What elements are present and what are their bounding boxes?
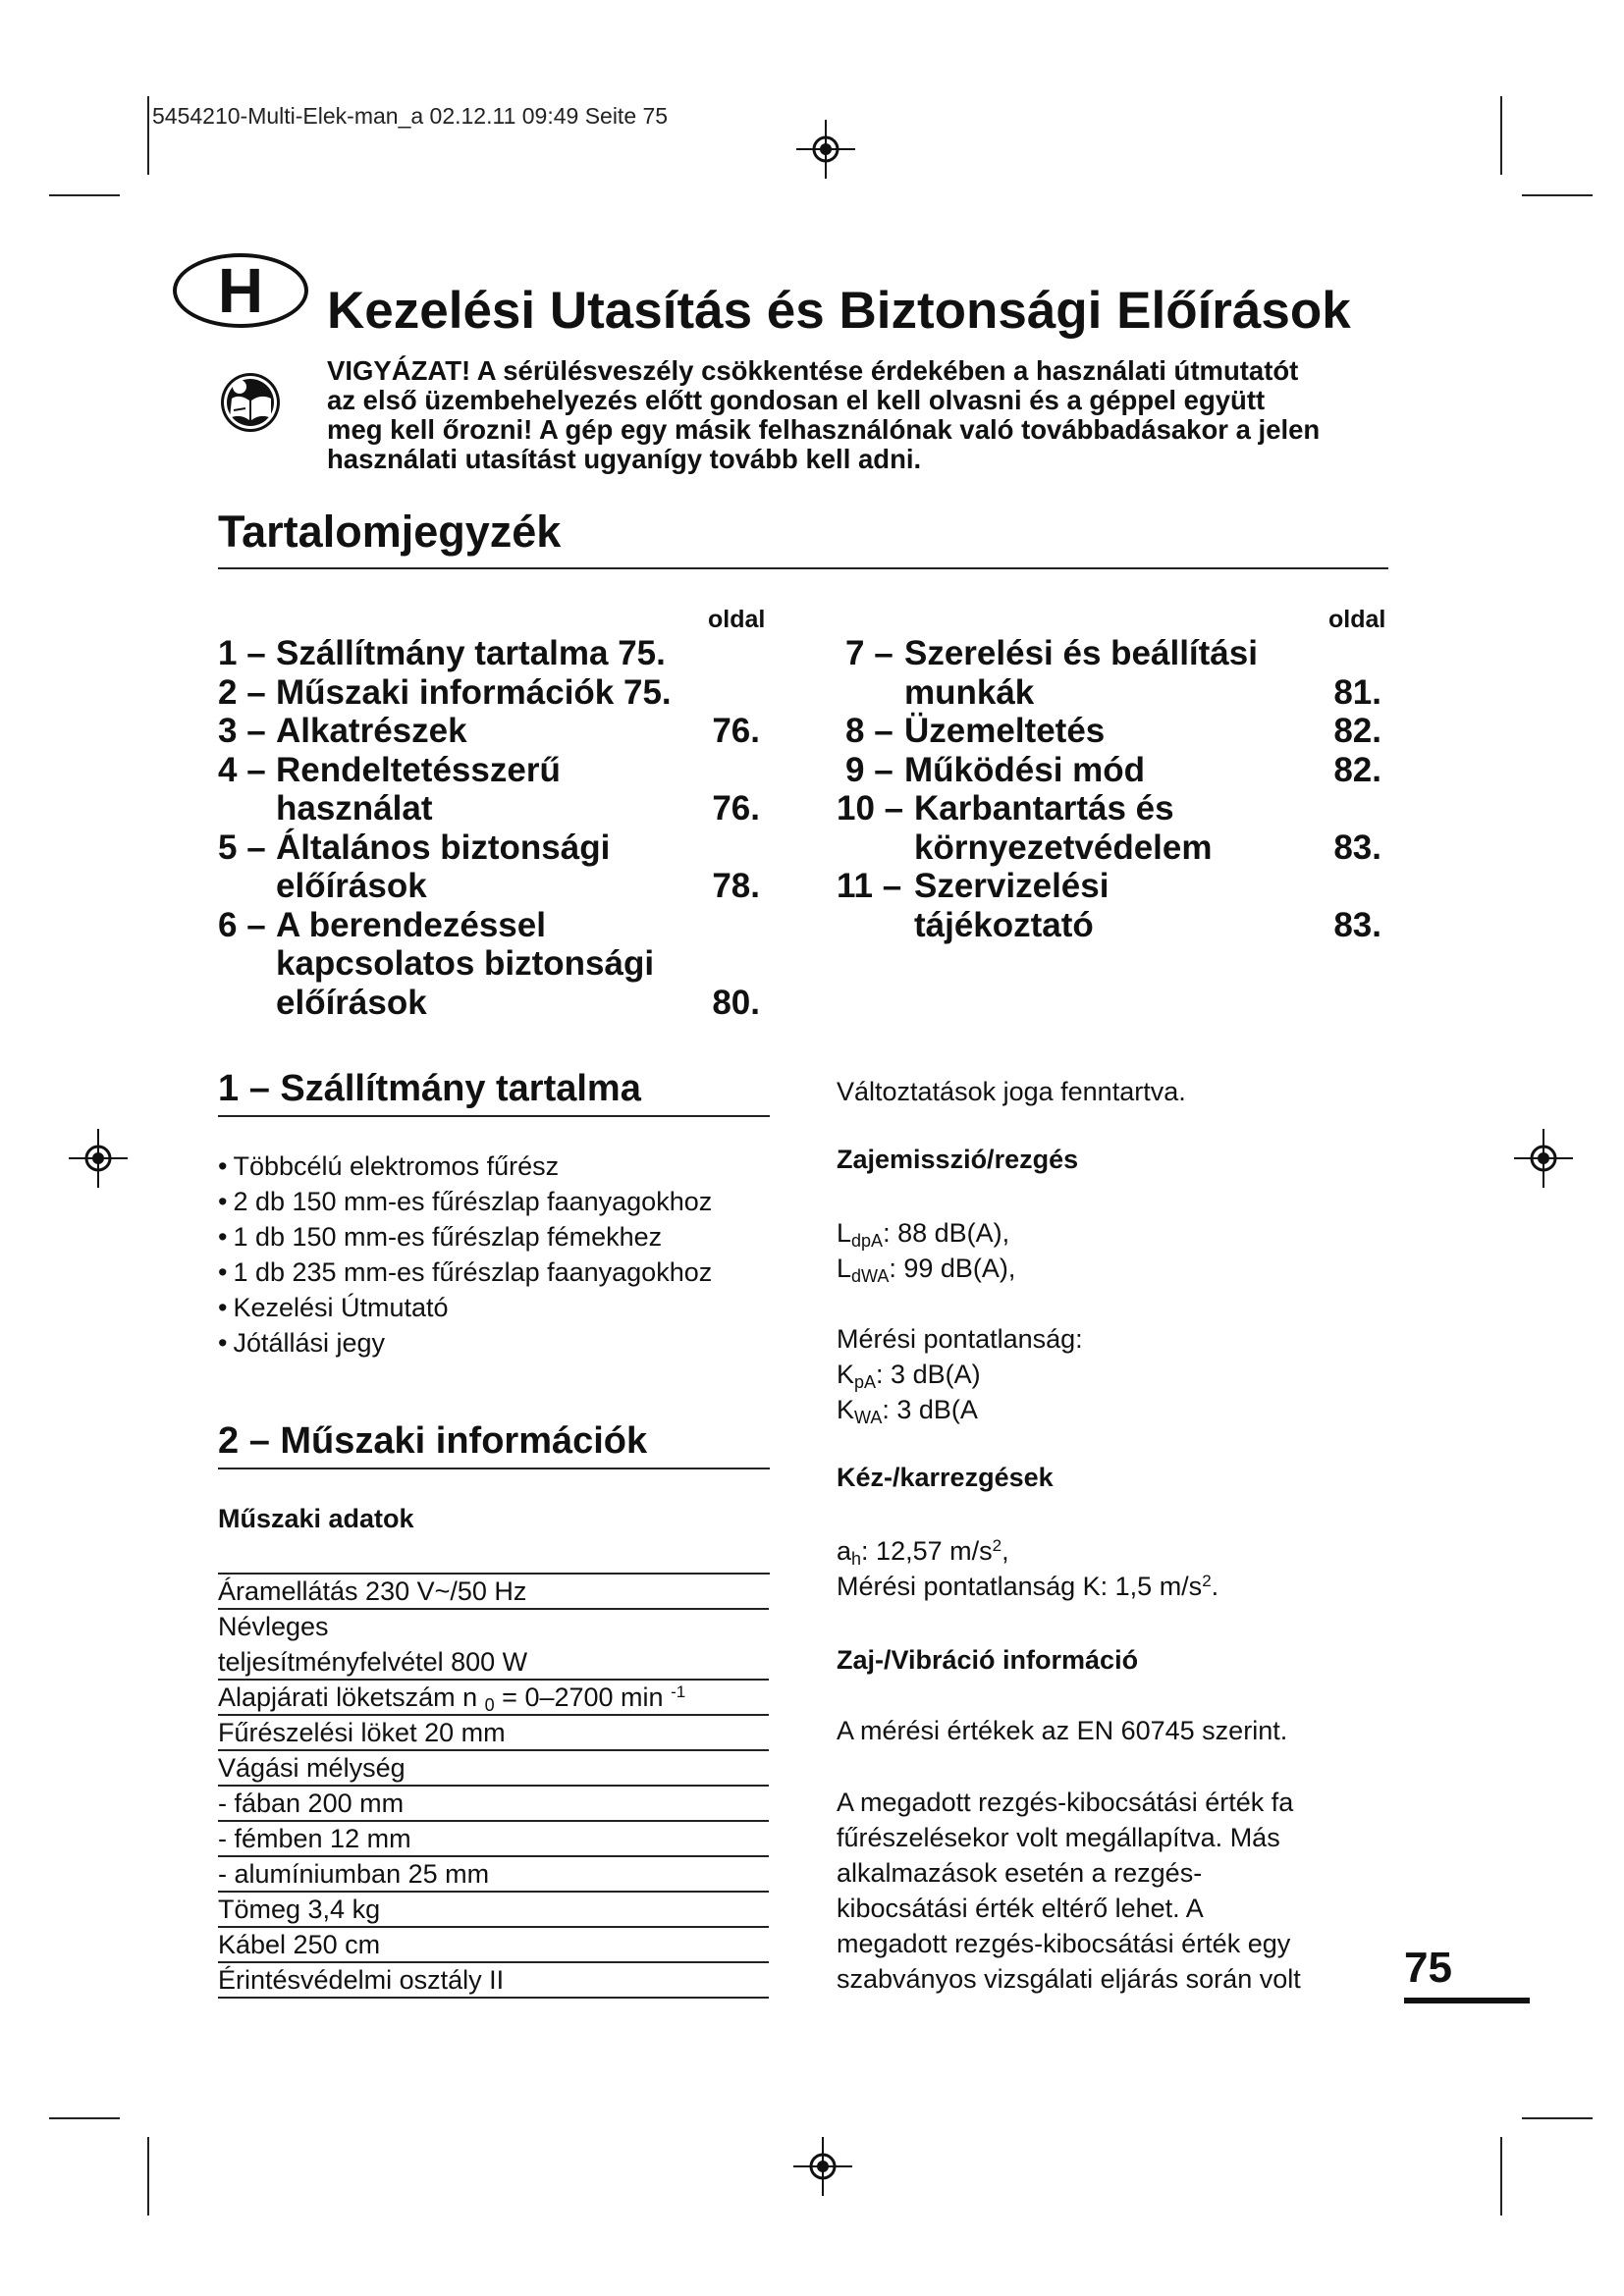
registration-mark-icon <box>796 120 855 179</box>
idle-value: = 0–2700 min <box>502 1682 664 1712</box>
warning-text <box>327 356 1397 474</box>
delivery-list <box>218 1148 712 1361</box>
paragraph-line: alkalmazások esetén a rezgés- <box>837 1858 1203 1888</box>
toc-entry-number: 6 – <box>218 905 266 944</box>
section-title: 2 – Műszaki információk <box>218 1420 648 1462</box>
toc-entry[interactable] <box>837 867 1381 906</box>
info-heading: Zaj-/Vibráció információ <box>837 1645 1139 1675</box>
toc-entry-page: 76. <box>712 789 760 828</box>
list-item: • 1 db 235 mm-es fűrészlap faanyagokhoz <box>218 1255 712 1290</box>
toc-entry[interactable] <box>218 789 760 828</box>
paragraph-line: fűrészelésekor volt megállapítva. Más <box>837 1823 1280 1852</box>
toc-left-column <box>218 634 760 1022</box>
kpa-symbol: K <box>837 1360 855 1389</box>
toc-entry-number: 11 – <box>837 867 902 905</box>
crop-mark <box>1522 2117 1593 2119</box>
lwa-symbol: L <box>837 1254 852 1283</box>
toc-entry[interactable] <box>837 906 1381 945</box>
toc-entry-page: 78. <box>712 867 760 905</box>
read-manual-icon <box>218 359 283 440</box>
warning-line: használati utasítást ugyanígy tovább kell adni. <box>327 444 922 474</box>
page-number-bar <box>1404 1998 1530 2003</box>
toc-entry-number: 10 – <box>837 789 904 828</box>
ah-line <box>837 1533 1218 1569</box>
toc-entry-page: 83. <box>1333 905 1381 944</box>
toc-entry-number: 3 – <box>218 712 266 750</box>
toc-entry-text: előírások <box>276 867 427 905</box>
kwa-line <box>837 1392 1083 1427</box>
toc-entry[interactable] <box>837 751 1381 790</box>
crop-mark <box>49 194 120 196</box>
table-row: teljesítményfelvétel 800 W <box>218 1645 769 1681</box>
paragraph-line: szabványos vizsgálati eljárás során volt <box>837 1964 1301 1994</box>
toc-entry-text: előírások <box>276 983 427 1022</box>
toc-entry-text: Karbantartás és <box>914 789 1174 828</box>
section-divider <box>218 1468 770 1469</box>
noise-heading: Zajemisszió/rezgés <box>837 1145 1079 1174</box>
list-item: • 2 db 150 mm-es fűrészlap faanyagokhoz <box>218 1184 712 1219</box>
lpa-value: : 88 dB(A), <box>883 1218 1010 1248</box>
toc-entry[interactable] <box>837 789 1381 828</box>
language-badge <box>173 253 308 328</box>
ah-superscript: 2 <box>992 1536 1002 1555</box>
warning-line: VIGYÁZAT! A sérülésveszély csökkentése érdekében a használati útmutatót <box>327 355 1299 386</box>
registration-mark-icon <box>69 1129 128 1188</box>
table-row: Áramellátás 230 V~/50 Hz <box>218 1575 769 1610</box>
idle-superscript: -1 <box>671 1682 686 1701</box>
lwa-value: : 99 dB(A), <box>889 1254 1016 1283</box>
lwa-line <box>837 1251 1015 1286</box>
warning-line: az első üzembehelyezés előtt gondosan el kell olvasni és a géppel együtt <box>327 385 1266 415</box>
standard-note: A mérési értékek az EN 60745 szerint. <box>837 1716 1288 1745</box>
toc-entry-text: környezetvédelem <box>914 828 1213 867</box>
vibration-values <box>837 1533 1218 1604</box>
page-number: 75 <box>1404 1944 1452 1992</box>
toc-entry-number: 2 – <box>218 672 266 712</box>
uncertainty-label: Mérési pontatlanság: <box>837 1324 1083 1354</box>
toc-entry-text: munkák <box>904 672 1035 712</box>
crop-mark <box>1500 96 1502 175</box>
kwa-value: : 3 dB(A <box>882 1395 978 1424</box>
toc-right-column <box>837 634 1381 944</box>
section-divider <box>218 1115 770 1117</box>
language-badge-label: H <box>217 255 264 326</box>
lpa-symbol: L <box>837 1218 852 1248</box>
toc-entry[interactable] <box>218 944 760 984</box>
kwa-subscript: WA <box>854 1408 883 1427</box>
vibration-heading: Kéz-/karrezgések <box>837 1463 1054 1492</box>
tech-data-table <box>218 1575 769 1999</box>
page-title: Kezelési Utasítás és Biztonsági Előírások <box>327 282 1351 340</box>
ah-end: , <box>1001 1536 1009 1566</box>
list-item: • Jótállási jegy <box>218 1325 712 1361</box>
lwa-subscript: dWA <box>851 1266 890 1286</box>
crop-mark <box>1522 194 1593 196</box>
paragraph-line: megadott rezgés-kibocsátási érték egy <box>837 1929 1291 1958</box>
paragraph-line: A megadott rezgés-kibocsátási érték fa <box>837 1788 1294 1817</box>
table-row: - fémben 12 mm <box>218 1822 769 1857</box>
uncertainty-values <box>837 1321 1083 1427</box>
crop-mark <box>147 2137 149 2216</box>
toc-entry-number: 7 – <box>845 634 893 672</box>
toc-page-label-left: oldal <box>708 606 766 633</box>
ah-value: : 12,57 m/s <box>861 1536 993 1566</box>
toc-entry[interactable] <box>218 634 760 673</box>
toc-entry-text: Szállítmány tartalma 75. <box>276 634 666 672</box>
vibration-paragraph <box>837 1785 1301 1997</box>
table-row: Tömeg 3,4 kg <box>218 1893 769 1928</box>
kwa-symbol: K <box>837 1395 855 1424</box>
toc-entry[interactable] <box>218 984 760 1023</box>
toc-entry-text: A berendezéssel <box>276 905 546 944</box>
section-title: 1 – Szállítmány tartalma <box>218 1068 641 1109</box>
toc-entry-text: Rendeltetésszerű <box>276 750 561 789</box>
toc-entry[interactable] <box>218 828 760 868</box>
tech-data-heading: Műszaki adatok <box>218 1504 414 1533</box>
toc-entry-page: 83. <box>1333 828 1381 867</box>
list-item: • Többcélú elektromos fűrész <box>218 1148 712 1184</box>
toc-entry[interactable] <box>837 673 1381 713</box>
toc-entry[interactable] <box>218 867 760 906</box>
toc-entry-text: Szervizelési <box>914 867 1110 905</box>
toc-entry-text: Általános biztonsági <box>276 828 611 867</box>
toc-entry-page: 82. <box>1333 712 1381 750</box>
table-row: Érintésvédelmi osztály II <box>218 1963 769 1999</box>
crop-mark <box>1500 2137 1502 2216</box>
table-row: - alumíniumban 25 mm <box>218 1857 769 1893</box>
toc-entry-number: 8 – <box>845 712 893 750</box>
toc-entry[interactable] <box>218 751 760 790</box>
noise-values <box>837 1215 1015 1286</box>
registration-mark-icon <box>1514 1129 1573 1188</box>
toc-entry[interactable] <box>218 673 760 713</box>
crop-mark <box>49 2117 120 2119</box>
k-value: Mérési pontatlanság K: 1,5 m/s <box>837 1572 1203 1601</box>
toc-entry-text: Szerelési és beállítási <box>904 634 1258 672</box>
print-slug: 5454210-Multi-Elek-man_a 02.12.11 09:49 Seite 75 <box>152 103 669 129</box>
table-row: Vágási mélység <box>218 1751 769 1787</box>
idle-subscript: 0 <box>484 1695 495 1715</box>
toc-entry-number: 1 – <box>218 634 266 672</box>
ah-subscript: h <box>851 1549 862 1569</box>
table-row <box>218 1681 769 1716</box>
toc-entry-page: 76. <box>712 712 760 750</box>
lpa-subscript: dpA <box>851 1231 884 1251</box>
toc-entry-page: 82. <box>1333 750 1381 789</box>
list-item: • Kezelési Útmutató <box>218 1290 712 1325</box>
toc-entry-text: tájékoztató <box>914 905 1094 944</box>
toc-entry-text: használat <box>276 789 433 828</box>
toc-entry[interactable] <box>837 634 1381 673</box>
list-item: • 1 db 150 mm-es fűrészlap fémekhez <box>218 1219 712 1255</box>
table-row: - fában 200 mm <box>218 1787 769 1822</box>
toc-entry-number: 9 – <box>845 750 893 789</box>
toc-entry-text: Alkatrészek <box>276 712 467 750</box>
toc-entry-text: Működési mód <box>904 750 1146 789</box>
toc-entry-number: 5 – <box>218 828 266 867</box>
toc-entry-page: 80. <box>712 983 760 1022</box>
toc-divider <box>218 567 1388 569</box>
toc-entry[interactable] <box>218 712 760 751</box>
crop-mark <box>147 96 149 175</box>
toc-entry-text: Műszaki információk 75. <box>276 672 672 712</box>
idle-label: Alapjárati löketszám n <box>218 1682 478 1712</box>
table-row: Fűrészelési löket 20 mm <box>218 1716 769 1751</box>
registration-mark-icon <box>793 2137 852 2196</box>
toc-entry-page: 81. <box>1333 672 1381 712</box>
k-line <box>837 1569 1218 1604</box>
toc-page-label-right: oldal <box>1328 606 1386 633</box>
table-row: Kábel 250 cm <box>218 1928 769 1963</box>
ah-symbol: a <box>837 1536 852 1566</box>
warning-line: meg kell őrozni! A gép egy másik felhasználónak való továbbadásakor a jelen <box>327 414 1321 445</box>
kpa-subscript: pA <box>854 1372 877 1392</box>
toc-entry[interactable] <box>218 906 760 945</box>
changes-note: Változtatások joga fenntartva. <box>837 1077 1186 1106</box>
toc-title: Tartalomjegyzék <box>218 507 562 557</box>
kpa-line <box>837 1357 1083 1392</box>
k-end: . <box>1211 1572 1219 1601</box>
toc-entry[interactable] <box>837 828 1381 868</box>
lpa-line <box>837 1215 1015 1251</box>
toc-entry[interactable] <box>837 712 1381 751</box>
paragraph-line: kibocsátási érték eltérő lehet. A <box>837 1894 1204 1923</box>
toc-entry-number: 4 – <box>218 750 266 789</box>
kpa-value: : 3 dB(A) <box>876 1360 981 1389</box>
toc-entry-text: kapcsolatos biztonsági <box>276 944 655 983</box>
table-row: Névleges <box>218 1612 329 1641</box>
k-superscript: 2 <box>1202 1572 1212 1590</box>
toc-entry-text: Üzemeltetés <box>904 712 1106 750</box>
